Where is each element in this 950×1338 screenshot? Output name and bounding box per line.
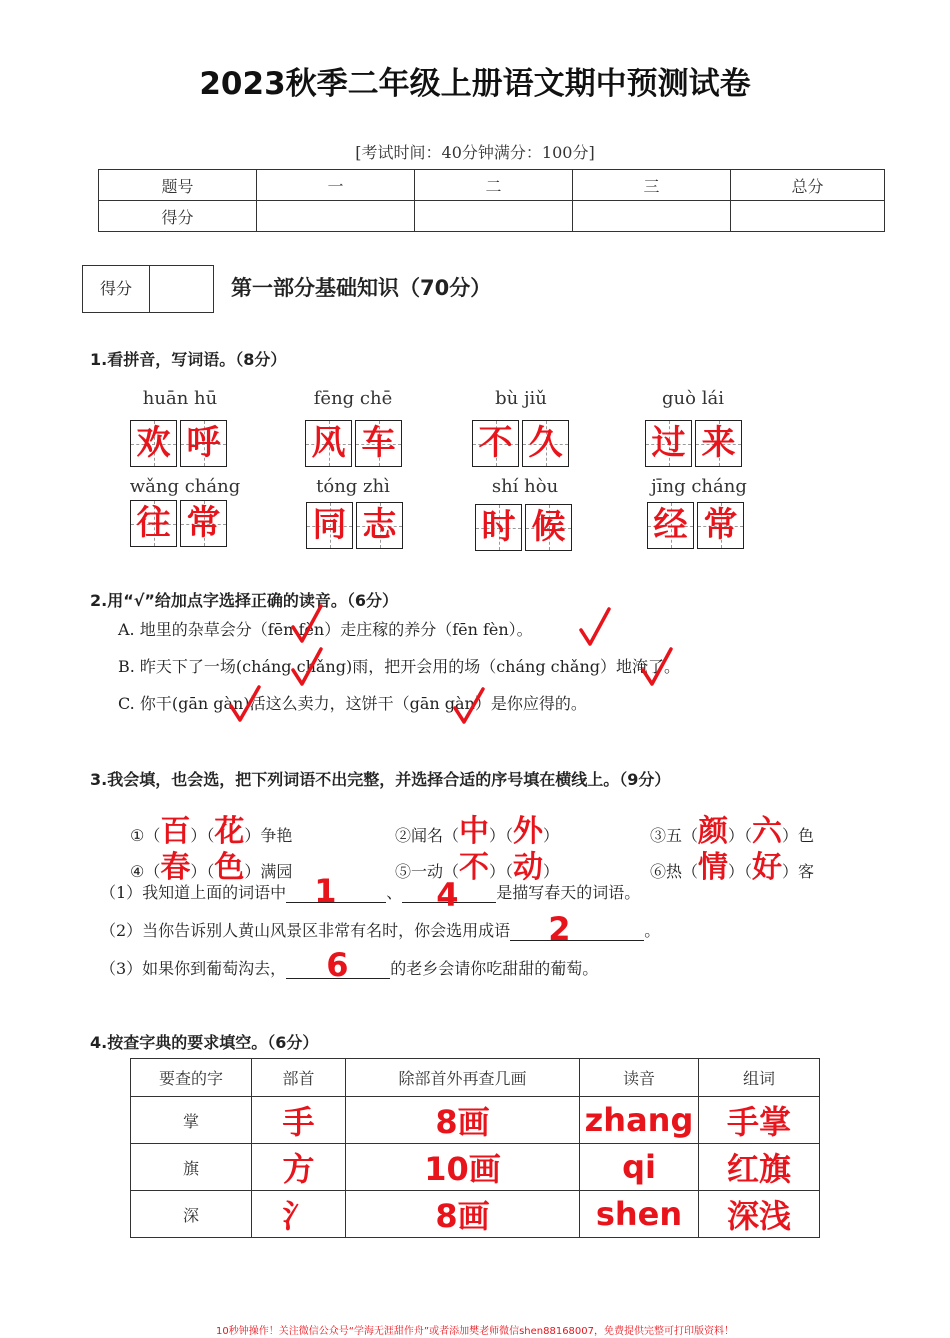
answer-char: 六 [752,814,783,849]
table-row [131,1097,820,1144]
q3-heading: 3.我会填，也会选，把下列词语不出完整，并选择合适的序号填在横线上。（9分） [90,770,671,789]
page-title: 2023秋季二年级上册语文期中预测试卷 [199,66,751,102]
idiom-text: ⑥热（ [650,862,699,881]
score-table-header: 二 [415,170,573,201]
check-mark-icon [640,646,674,688]
answer-char: 常 [703,505,738,545]
answer-char: 经 [653,505,688,545]
table-row [131,1191,820,1238]
q3-sub2 [100,910,661,948]
score-cell [731,201,885,232]
answer-char: 不 [478,423,513,463]
answer-char: 中 [459,814,490,849]
answer-word: 深浅 [699,1191,820,1238]
char-box [647,502,694,549]
q2-line-b: B. 昨天下了一场(cháng chǎng)雨，把开会用的场（cháng chǎng）地淹了。 [118,657,680,676]
question-text: （1）我知道上面的词语中 [100,883,287,902]
idiom-text: ） [543,862,560,881]
answer-char: 动 [513,850,544,885]
idiom-text: ）争艳 [244,826,293,845]
answer-char: 情 [698,850,729,885]
answer-radical: 方 [252,1144,346,1191]
answer-char: 志 [362,505,397,545]
question-text: 、 [386,883,403,902]
answer-char: 候 [531,507,566,547]
answer-char: 同 [312,505,347,545]
char-box [355,420,402,467]
answer-blank [286,946,390,984]
idiom-text: ）（ [190,862,215,881]
table-header: 除部首外再查几画 [346,1059,580,1097]
idiom-text: ）（ [728,862,753,881]
score-cell [257,201,415,232]
question-text: （3）如果你到葡萄沟去， [100,959,287,978]
check-mark-icon [578,606,612,648]
answer-word: 红旗 [699,1144,820,1191]
idiom-text: ）（ [728,826,753,845]
idiom-text: ）（ [489,862,514,881]
answer-char: 欢 [136,423,171,463]
answer-strokes: 8画 [346,1191,580,1238]
answer-char: 常 [186,503,221,543]
idiom-text: ）满园 [244,862,293,881]
idiom-text: ①（ [130,826,161,845]
pinyin: jīng cháng [651,476,747,497]
lookup-char: 旗 [131,1144,252,1191]
char-box [472,420,519,467]
char-box [525,504,572,551]
answer-number: 1 [314,872,337,910]
score-table-header: 三 [573,170,731,201]
question-text: 。 [644,921,661,940]
q3-sub3 [100,946,599,984]
answer-blank [286,872,386,910]
table-header: 读音 [580,1059,699,1097]
answer-number: 2 [548,910,571,948]
char-box [180,420,227,467]
pinyin: tóng zhì [316,476,390,497]
q1-heading: 1.看拼音，写词语。（8分） [90,350,287,369]
answer-char: 颜 [698,814,729,849]
score-cell [573,201,731,232]
score-table [98,169,885,232]
answer-radical: 氵 [252,1191,346,1238]
question-text: 的老乡会请你吃甜甜的葡萄。 [390,959,599,978]
score-row-label: 得分 [99,201,257,232]
idiom-text: ③五（ [650,826,699,845]
char-box [697,502,744,549]
answer-char: 春 [160,850,191,885]
pinyin: bù jiǔ [495,388,547,409]
table-header: 要查的字 [131,1059,252,1097]
answer-blank [510,910,644,948]
score-table-header: 总分 [731,170,885,201]
answer-number: 6 [326,946,349,984]
char-box [645,420,692,467]
idiom-text: ）客 [782,862,815,881]
answer-char: 好 [752,850,783,885]
answer-char: 久 [528,423,563,463]
char-box [130,420,177,467]
answer-pinyin: zhang [580,1097,699,1144]
char-box [306,502,353,549]
answer-char: 外 [513,814,544,849]
answer-strokes: 8画 [346,1097,580,1144]
check-mark-icon [290,603,324,645]
answer-char: 呼 [186,423,221,463]
answer-char: 色 [214,850,245,885]
q3-sub1 [100,872,641,914]
table-row [131,1144,820,1191]
lookup-char: 掌 [131,1097,252,1144]
char-box [305,420,352,467]
exam-info: [考试时间：40分钟满分：100分] [355,143,595,162]
idiom-text: ②闻名（ [395,826,460,845]
answer-pinyin: qi [580,1144,699,1191]
idiom-text: ） [543,826,560,845]
char-box [475,504,522,551]
pinyin: guò lái [662,388,724,409]
answer-char: 时 [481,507,516,547]
char-box [180,500,227,547]
answer-blank [402,876,496,914]
pinyin: fēng chē [313,388,393,409]
score-table-header: 一 [257,170,415,201]
table-header: 部首 [252,1059,346,1097]
q3-idiom [650,842,814,886]
footer-promo: 10秒钟操作！关注微信公众号“学海无涯甜作舟”或者添加樊老师微信shen88168007，免费提供完整可打印版资料！ [215,1326,735,1337]
answer-word: 手掌 [699,1097,820,1144]
table-header: 组词 [699,1059,820,1097]
lookup-char: 深 [131,1191,252,1238]
q2-heading: 2.用“√”给加点字选择正确的读音。（6分） [90,591,399,610]
char-box [130,500,177,547]
section-title: 第一部分基础知识（70分） [231,276,492,300]
q4-heading: 4.按查字典的要求填空。（6分） [90,1033,319,1052]
question-text: 是描写春天的词语。 [496,883,641,902]
char-box [695,420,742,467]
char-box [522,420,569,467]
idiom-text: ④（ [130,862,161,881]
section-score-label: 得分 [83,266,150,312]
answer-char: 车 [361,423,396,463]
answer-strokes: 10画 [346,1144,580,1191]
answer-char: 过 [651,423,686,463]
score-table-header: 题号 [99,170,257,201]
answer-radical: 手 [252,1097,346,1144]
char-box [356,502,403,549]
answer-char: 百 [160,814,191,849]
answer-char: 花 [214,814,245,849]
check-mark-icon [452,686,486,726]
answer-char: 来 [701,423,736,463]
question-text: （2）当你告诉别人黄山风景区非常有名时，你会选用成语 [100,921,511,940]
dictionary-table [130,1058,820,1238]
check-mark-icon [290,646,324,688]
answer-char: 不 [459,850,490,885]
answer-char: 往 [136,503,171,543]
section-score-box [82,265,214,313]
idiom-text: ）（ [489,826,514,845]
check-mark-icon [228,684,262,724]
answer-pinyin: shen [580,1191,699,1238]
pinyin: huān hū [142,388,218,409]
answer-number: 4 [436,876,459,914]
idiom-text: ）色 [782,826,815,845]
pinyin: wǎng cháng [129,476,241,497]
q2-line-a: A. 地里的杂草会分（fēn fèn）走庄稼的养分（fēn fèn）。 [118,620,533,639]
q2-line-c: C. 你干(gān gàn)活这么卖力，这饼干（gān gàn）是你应得的。 [118,694,587,713]
idiom-text: ⑤一动（ [395,862,460,881]
idiom-text: ）（ [190,826,215,845]
pinyin: shí hòu [491,476,559,497]
score-cell [415,201,573,232]
answer-char: 风 [311,423,346,463]
